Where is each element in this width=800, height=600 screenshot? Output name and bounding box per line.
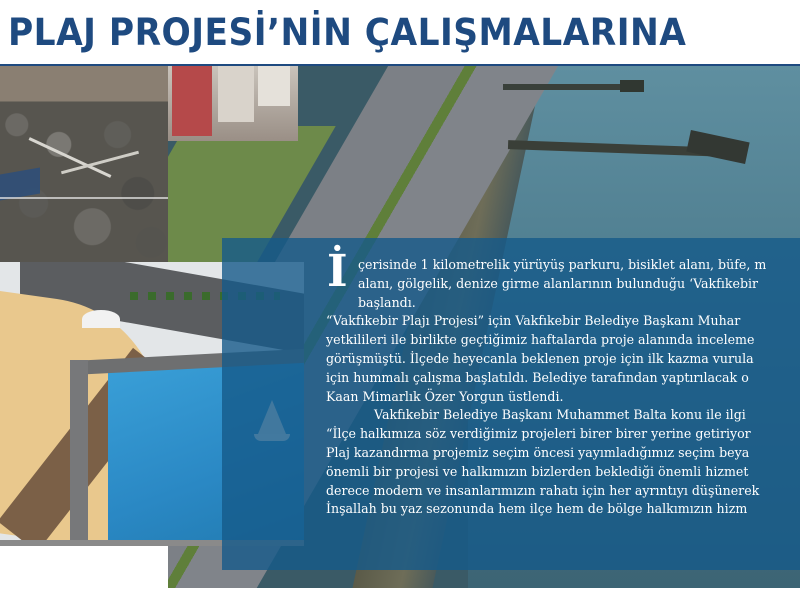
town-buildings [168, 66, 298, 141]
rocks-photo [0, 66, 168, 262]
article-line: alanı, gölgelik, denize girme alanlarının bulunduğu ‘Vakfıkebir [358, 275, 759, 291]
article-line: Vakfıkebir Belediye Başkanı Muhammet Balta konu ile ilgi [374, 407, 746, 423]
article-line: Kaan Mimarlık Özer Yorgun üstlendi. [326, 388, 564, 404]
article-line: önemli bir projesi ve halkımızın bizlerden beklediği önemli hizmet [326, 463, 749, 479]
article-line: için hummalı çalışma başlatıldı. Belediye tarafından yaptırılacak o [326, 369, 749, 385]
wire [0, 197, 168, 199]
drop-cap: İ [327, 246, 348, 297]
article-line: “Vakfıkebir Plajı Projesi” için Vakfıkebir Belediye Başkanı Muhar [326, 313, 741, 329]
article-line: “İlçe halkımıza söz verdiğimiz projeleri birer birer yerine getiriyor [326, 426, 751, 442]
page-bottom-margin [0, 588, 800, 600]
render-breakwater [70, 360, 88, 546]
article-line: İnşallah bu yaz sezonunda hem ilçe hem de bölge halkımızın hizm [326, 501, 748, 517]
article-line: başlandı. [358, 294, 416, 310]
headline-bar [0, 0, 800, 66]
article-line: çerisinde 1 kilometrelik yürüyüş parkuru, bisiklet alanı, büfe, m [358, 257, 767, 272]
article-line: derece modern ve insanlarımızın rahatı için her ayrıntıyı düşünerek [326, 482, 760, 498]
article-line: Plaj kazandırma projemiz seçim öncesi yayımladığımız seçim beya [326, 444, 750, 460]
article-line: görüşmüştü. İlçede heyecanla beklenen proje için ilk kazma vurula [326, 350, 754, 366]
breakwater-end [620, 80, 644, 92]
building [218, 66, 254, 122]
article-body [326, 256, 800, 519]
blue-tarp [0, 167, 40, 200]
building [258, 66, 290, 106]
article-line: yetkilileri ile birlikte geçtiğimiz haftalarda proje alanında inceleme [326, 332, 755, 348]
building [172, 66, 212, 136]
render-canopy [82, 310, 120, 328]
headline: PLAJ PROJESİ’NİN ÇALIŞMALARINA [8, 11, 687, 54]
